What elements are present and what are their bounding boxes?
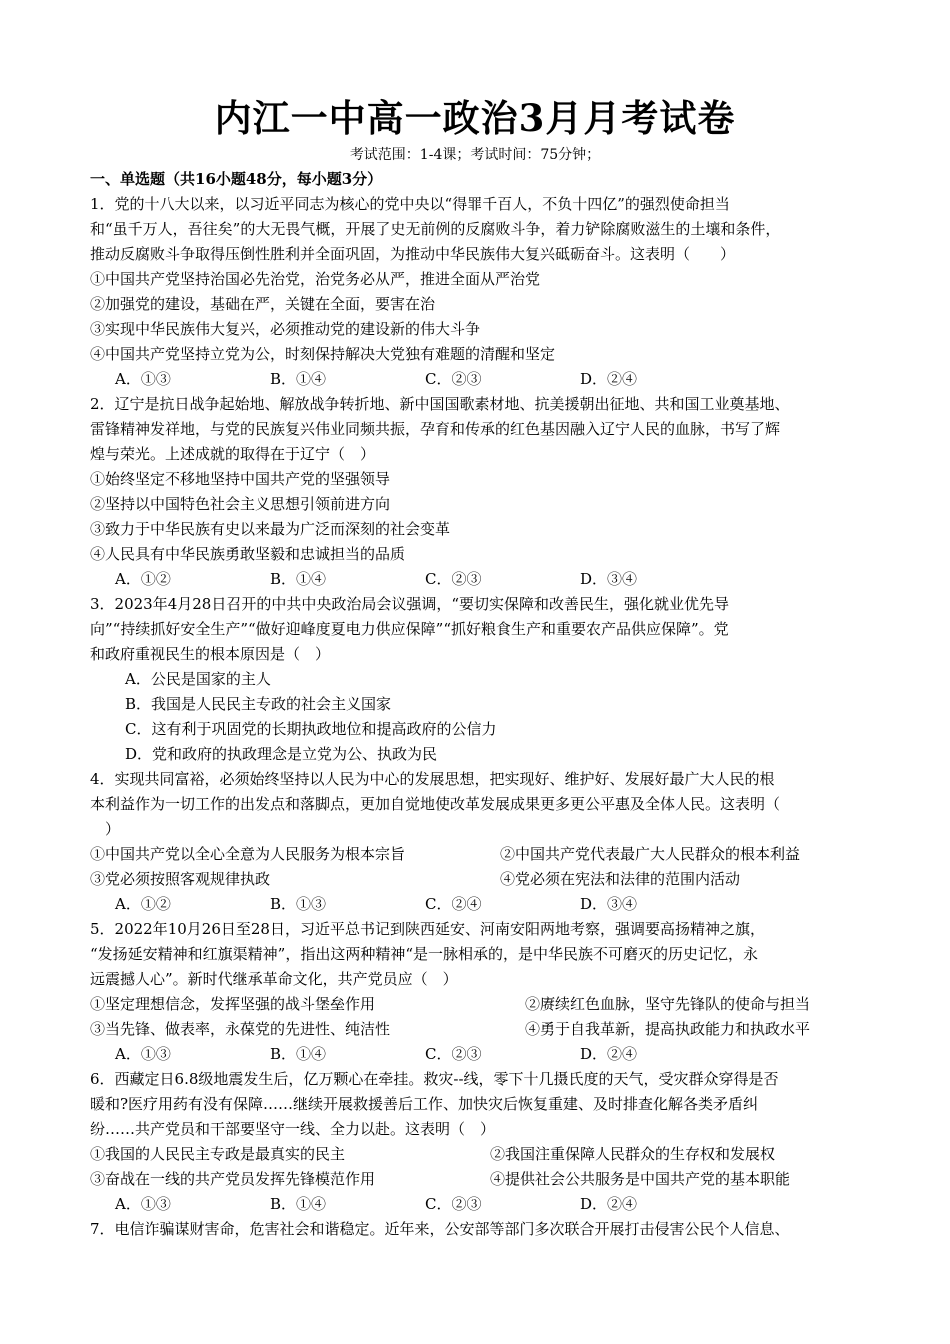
question-stem-line: 2．辽宁是抗日战争起始地、解放战争转折地、新中国国歌素材地、抗美援朝出征地、共和国工业奠基地、	[90, 395, 790, 413]
choice-c[interactable]: C．这有利于巩固党的长期执政地位和提高政府的公信力	[125, 720, 497, 738]
choice-c[interactable]: C．②③	[425, 370, 482, 388]
page-title: 内江一中高一政治3月月考试卷	[214, 96, 736, 140]
statement-item: ②我国注重保障人民群众的生存权和发展权	[490, 1145, 776, 1163]
question-stem-line: 和“虽千万人，吾往矣”的大无畏气概，开展了史无前例的反腐败斗争，着力铲除腐败滋生的土壤和条件，	[90, 220, 781, 238]
choice-b[interactable]: B．①④	[270, 1045, 327, 1063]
question-stem-line: 纷……共产党员和干部要坚守一线、全力以赴。这表明（ ）	[90, 1120, 496, 1138]
question-stem-line: 远震撼人心”。新时代继承革命文化，共产党员应（ ）	[90, 970, 458, 988]
statement-item: ④中国共产党坚持立党为公，时刻保持解决大党独有难题的清醒和坚定	[90, 345, 556, 363]
statement-row	[90, 867, 870, 892]
question-3	[90, 592, 870, 767]
question-stem-line: 5．2022年10月26日至28日，习近平总书记到陕西延安、河南安阳两地考察，强调要高扬精神之旗，	[90, 920, 765, 938]
statement-item: ①中国共产党坚持治国必先治党，治党务必从严，推进全面从严治党	[90, 270, 541, 288]
choice-c[interactable]: C．②③	[425, 1045, 482, 1063]
choice-d[interactable]: D．②④	[580, 1195, 638, 1213]
choice-b[interactable]: B．①④	[270, 570, 327, 588]
exam-info: 考试范围：1-4课；考试时间：75分钟；	[349, 147, 601, 163]
choice-d[interactable]: D．③④	[580, 570, 638, 588]
question-stem-line: ）	[90, 820, 121, 838]
question-stem-line: “发扬延安精神和红旗渠精神”，指出这两种精神“是一脉相承的，是中华民族不可磨灭的历史记忆，永	[90, 945, 759, 963]
statement-item: ①坚定理想信念，发挥坚强的战斗堡垒作用	[90, 995, 376, 1013]
statement-item: ③奋战在一线的共产党员发挥先锋模范作用	[90, 1170, 376, 1188]
statement-item: ④党必须在宪法和法律的范围内活动	[500, 870, 741, 888]
question-5	[90, 917, 870, 1067]
question-stem-line: 煌与荣光。上述成就的取得在于辽宁（ ）	[90, 445, 376, 463]
answer-choices	[90, 567, 870, 592]
section-heading: 一、单选题（共16小题48分，每小题3分）	[90, 170, 383, 188]
statement-item: ①中国共产党以全心全意为人民服务为根本宗旨	[90, 845, 406, 863]
question-stem-line: 1．党的十八大以来，以习近平同志为核心的党中央以“得罪千百人，不负十四亿”的强烈使命担当	[90, 195, 730, 213]
choice-a[interactable]: A．①③	[115, 370, 171, 388]
answer-choices	[90, 1192, 870, 1217]
choice-a[interactable]: A．①③	[115, 1045, 171, 1063]
exam-content	[90, 167, 870, 1242]
choice-d[interactable]: D．②④	[580, 1045, 638, 1063]
choice-a[interactable]: A．①②	[115, 570, 171, 588]
question-stem-line: 4．实现共同富裕，必须始终坚持以人民为中心的发展思想，把实现好、维护好、发展好最广大人民的根	[90, 770, 775, 788]
choice-c[interactable]: C．②③	[425, 570, 482, 588]
statement-item: ②赓续红色血脉，坚守先锋队的使命与担当	[525, 995, 811, 1013]
statement-item: ④人民具有中华民族勇敢坚毅和忠诚担当的品质	[90, 545, 406, 563]
choice-a[interactable]: A．公民是国家的主人	[125, 670, 271, 688]
statement-row	[90, 1142, 870, 1167]
question-stem-line: 暖和?医疗用药有没有保障……继续开展救援善后工作、加快灾后恢复重建、及时排查化解各类矛盾纠	[90, 1095, 759, 1113]
question-6	[90, 1067, 870, 1217]
statement-item: ②中国共产党代表最广大人民群众的根本利益	[500, 845, 801, 863]
statement-row	[90, 992, 870, 1017]
statement-item: ③当先锋、做表率，永葆党的先进性、纯洁性	[90, 1020, 391, 1038]
question-2	[90, 392, 870, 592]
statement-row	[90, 1017, 870, 1042]
answer-choices	[90, 892, 870, 917]
statement-item: ①始终坚定不移地坚持中国共产党的坚强领导	[90, 470, 391, 488]
choice-a[interactable]: A．①③	[115, 1195, 171, 1213]
statement-item: ①我国的人民民主专政是最真实的民主	[90, 1145, 346, 1163]
question-stem-line: 雷锋精神发祥地，与党的民族复兴伟业同频共振，孕育和传承的红色基因融入辽宁人民的血脉，书写了辉	[90, 420, 781, 438]
choice-b[interactable]: B．①④	[270, 370, 327, 388]
question-stem-line: 7．电信诈骗谋财害命，危害社会和谐稳定。近年来，公安部等部门多次联合开展打击侵害公民个人信息、	[90, 1220, 790, 1238]
choice-b[interactable]: B．①④	[270, 1195, 327, 1213]
choice-c[interactable]: C．②③	[425, 1195, 482, 1213]
choice-d[interactable]: D．③④	[580, 895, 638, 913]
answer-choices	[90, 367, 870, 392]
question-stem-line: 向”“持续抓好安全生产”“做好迎峰度夏电力供应保障”“抓好粮食生产和重要农产品供应保障”。党	[90, 620, 729, 638]
question-7	[90, 1217, 870, 1242]
statement-item: ③致力于中华民族有史以来最为广泛而深刻的社会变革	[90, 520, 451, 538]
answer-choices	[90, 1042, 870, 1067]
question-4	[90, 767, 870, 917]
statement-row	[90, 842, 870, 867]
statement-item: ④勇于自我革新，提高执政能力和执政水平	[525, 1020, 811, 1038]
choice-b[interactable]: B．①③	[270, 895, 327, 913]
question-1	[90, 192, 870, 392]
statement-item: ②加强党的建设，基础在严，关键在全面，要害在治	[90, 295, 436, 313]
question-stem-line: 3．2023年4月28日召开的中共中央政治局会议强调，“要切实保障和改善民生，强化就业优先导	[90, 595, 730, 613]
statement-item: ③党必须按照客观规律执政	[90, 870, 271, 888]
statement-row	[90, 1167, 870, 1192]
choice-d[interactable]: D．党和政府的执政理念是立党为公、执政为民	[125, 745, 438, 763]
statement-item: ④提供社会公共服务是中国共产党的基本职能	[490, 1170, 791, 1188]
choice-a[interactable]: A．①②	[115, 895, 171, 913]
question-stem-line: 6．西藏定日6.8级地震发生后，亿万颗心在牵挂。救灾--线，零下十几摄氏度的天气，受灾群众穿得是否	[90, 1070, 779, 1088]
statement-item: ②坚持以中国特色社会主义思想引领前进方向	[90, 495, 391, 513]
choice-c[interactable]: C．②④	[425, 895, 482, 913]
question-stem-line: 和政府重视民生的根本原因是（ ）	[90, 645, 331, 663]
question-stem-line: 本利益作为一切工作的出发点和落脚点，更加自觉地使改革发展成果更多更公平惠及全体人民。这表明（	[90, 795, 781, 813]
question-stem-line: 推动反腐败斗争取得压倒性胜利并全面巩固，为推动中华民族伟大复兴砥砺奋斗。这表明（ ）	[90, 245, 736, 263]
choice-b[interactable]: B．我国是人民民主专政的社会主义国家	[125, 695, 392, 713]
statement-item: ③实现中华民族伟大复兴，必须推动党的建设新的伟大斗争	[90, 320, 481, 338]
choice-d[interactable]: D．②④	[580, 370, 638, 388]
